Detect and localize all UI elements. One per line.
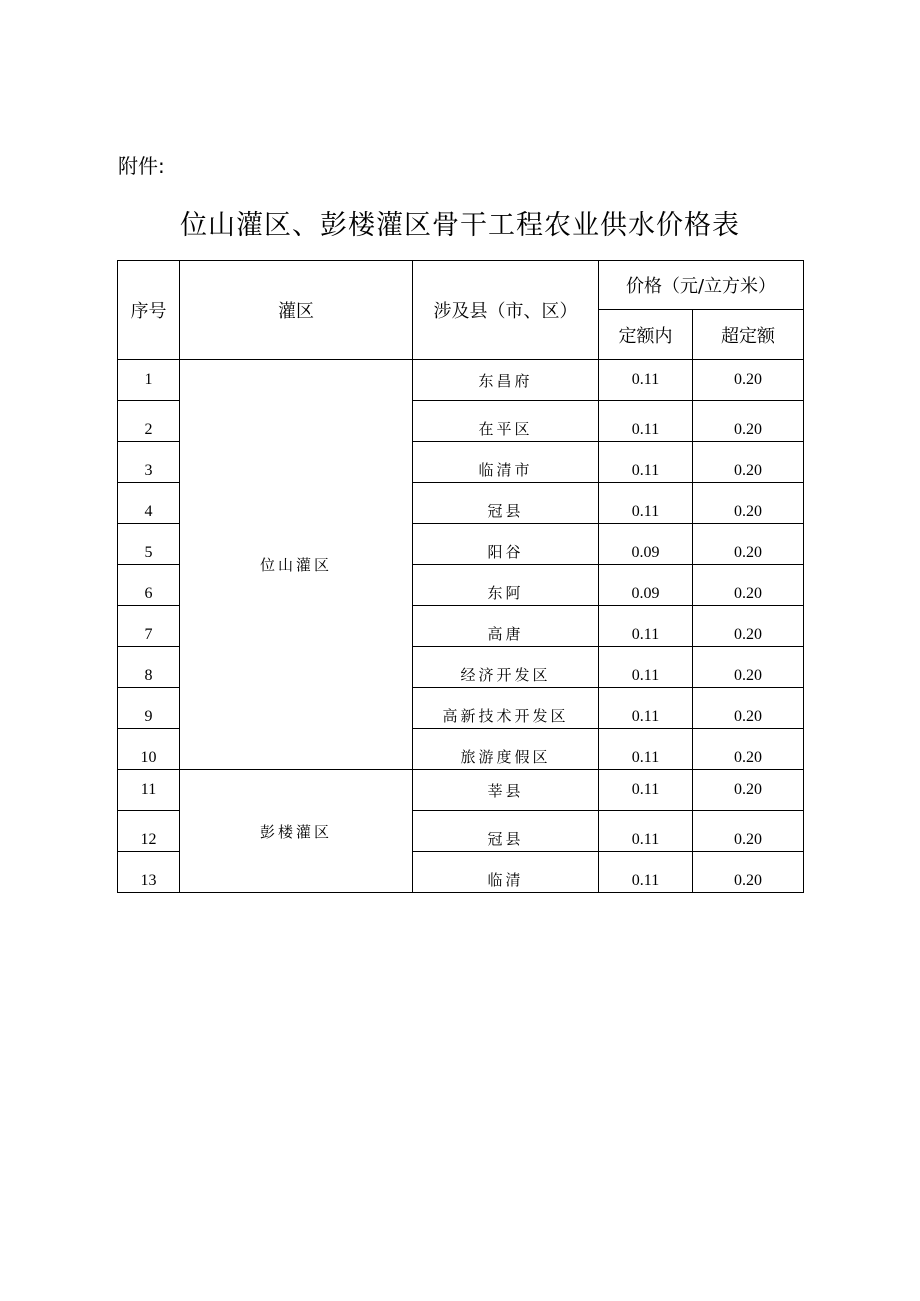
cell-county: 旅游度假区: [413, 729, 599, 770]
cell-seq: 1: [118, 360, 180, 401]
cell-within-quota: 0.11: [599, 606, 693, 647]
cell-over-quota: 0.20: [693, 524, 804, 565]
header-seq: 序号: [118, 261, 180, 360]
cell-within-quota: 0.11: [599, 729, 693, 770]
header-over-quota: 超定额: [693, 310, 804, 360]
cell-seq: 10: [118, 729, 180, 770]
cell-county: 临清市: [413, 442, 599, 483]
page-title: 位山灌区、彭楼灌区骨干工程农业供水价格表: [180, 210, 740, 241]
cell-county: 冠县: [413, 483, 599, 524]
cell-county: 高唐: [413, 606, 599, 647]
cell-seq: 9: [118, 688, 180, 729]
cell-within-quota: 0.11: [599, 811, 693, 852]
cell-over-quota: 0.20: [693, 401, 804, 442]
cell-seq: 12: [118, 811, 180, 852]
cell-seq: 7: [118, 606, 180, 647]
cell-within-quota: 0.11: [599, 442, 693, 483]
cell-over-quota: 0.20: [693, 647, 804, 688]
cell-over-quota: 0.20: [693, 770, 804, 811]
cell-county: 高新技术开发区: [413, 688, 599, 729]
cell-within-quota: 0.09: [599, 565, 693, 606]
cell-over-quota: 0.20: [693, 811, 804, 852]
cell-county: 东昌府: [413, 360, 599, 401]
header-within-quota: 定额内: [599, 310, 693, 360]
cell-county: 东阿: [413, 565, 599, 606]
cell-seq: 4: [118, 483, 180, 524]
cell-within-quota: 0.11: [599, 688, 693, 729]
cell-within-quota: 0.11: [599, 852, 693, 893]
cell-seq: 8: [118, 647, 180, 688]
cell-over-quota: 0.20: [693, 565, 804, 606]
header-price: 价格（元/立方米）: [599, 261, 804, 310]
cell-within-quota: 0.09: [599, 524, 693, 565]
attachment-label: 附件:: [118, 154, 165, 178]
cell-county: 在平区: [413, 401, 599, 442]
cell-seq: 13: [118, 852, 180, 893]
cell-within-quota: 0.11: [599, 483, 693, 524]
cell-over-quota: 0.20: [693, 483, 804, 524]
cell-within-quota: 0.11: [599, 401, 693, 442]
cell-district: 彭楼灌区: [180, 770, 413, 893]
cell-within-quota: 0.11: [599, 360, 693, 401]
cell-seq: 2: [118, 401, 180, 442]
cell-seq: 6: [118, 565, 180, 606]
cell-within-quota: 0.11: [599, 770, 693, 811]
cell-seq: 3: [118, 442, 180, 483]
price-table: [117, 260, 804, 893]
cell-over-quota: 0.20: [693, 729, 804, 770]
cell-county: 阳谷: [413, 524, 599, 565]
cell-over-quota: 0.20: [693, 442, 804, 483]
cell-over-quota: 0.20: [693, 606, 804, 647]
cell-seq: 5: [118, 524, 180, 565]
cell-over-quota: 0.20: [693, 852, 804, 893]
cell-district: 位山灌区: [180, 360, 413, 770]
cell-county: 临清: [413, 852, 599, 893]
cell-county: 莘县: [413, 770, 599, 811]
cell-over-quota: 0.20: [693, 360, 804, 401]
cell-seq: 11: [118, 770, 180, 811]
cell-county: 冠县: [413, 811, 599, 852]
header-county: 涉及县（市、区）: [413, 261, 599, 360]
header-district: 灌区: [180, 261, 413, 360]
cell-over-quota: 0.20: [693, 688, 804, 729]
cell-county: 经济开发区: [413, 647, 599, 688]
cell-within-quota: 0.11: [599, 647, 693, 688]
